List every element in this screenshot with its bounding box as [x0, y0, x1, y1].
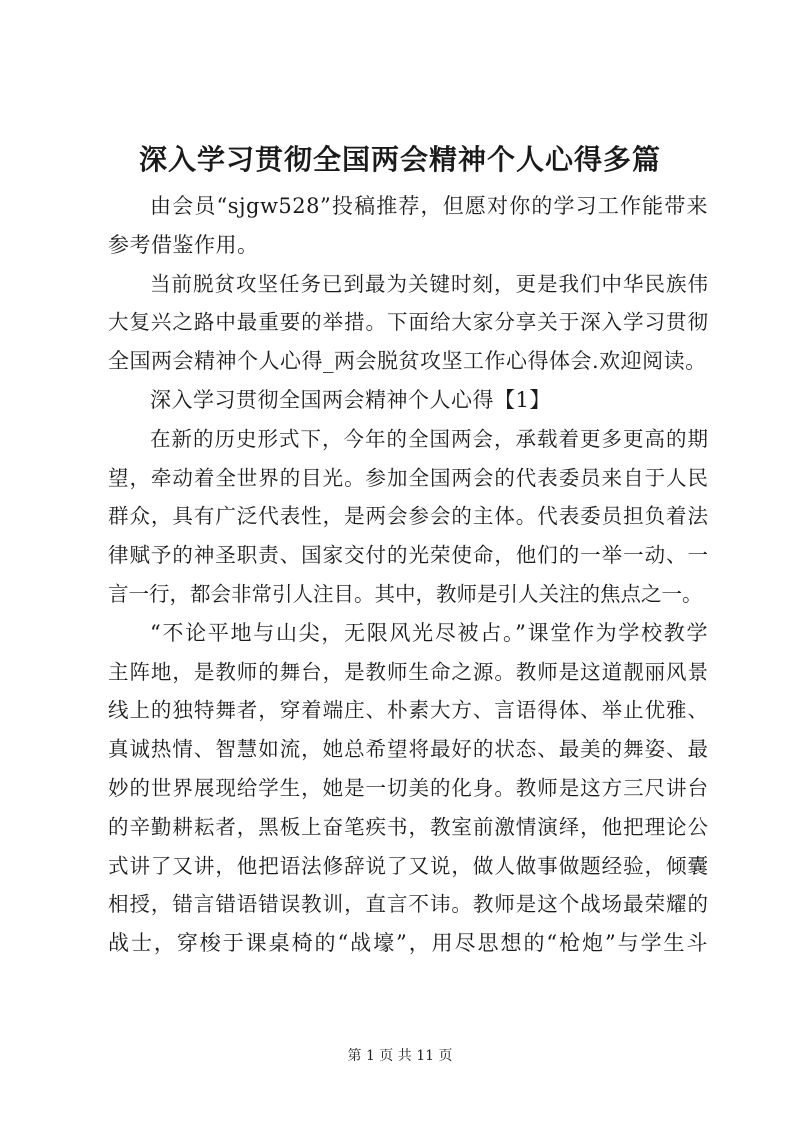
section-heading: 深入学习贯彻全国两会精神个人心得【1】	[150, 387, 551, 412]
text-line: 参考借鉴作用。	[108, 232, 259, 257]
document-body	[108, 187, 708, 963]
text-line: 真诚热情、智慧如流，她总希望将最好的状态、最美的舞姿、最	[108, 737, 708, 762]
text-line: “不论平地与山尖，无限风光尽被占。”课堂作为学校教学	[150, 620, 708, 645]
text-line: 望，牵动着全世界的目光。参加全国两会的代表委员来自于人民	[108, 465, 708, 490]
text-line: 当前脱贫攻坚任务已到最为关键时刻，更是我们中华民族伟	[150, 271, 708, 296]
text-line: 式讲了又讲，他把语法修辞说了又说，做人做事做题经验，倾囊	[108, 853, 708, 878]
text-line: 战士，穿梭于课桌椅的“战壕”，用尽思想的“枪炮”与学生斗	[108, 931, 708, 956]
text-line: 言一行，都会非常引人注目。其中，教师是引人关注的焦点之一。	[108, 581, 703, 606]
text-line: 由会员“sjgw528”投稿推荐，但愿对你的学习工作能带来	[150, 194, 708, 218]
document-title: 深入学习贯彻全国两会精神个人心得多篇	[138, 143, 661, 176]
text-line: 妙的世界展现给学生，她是一切美的化身。教师是这方三尺讲台	[108, 775, 708, 800]
text-line: 线上的独特舞者，穿着端庄、朴素大方、言语得体、举止优雅、	[108, 698, 708, 723]
text-line: 的辛勤耕耘者，黑板上奋笔疾书，教室前激情演绎，他把理论公	[108, 814, 708, 839]
text-line: 全国两会精神个人心得_两会脱贫攻坚工作心得体会.欢迎阅读。	[108, 349, 707, 374]
text-line: 律赋予的神圣职责、国家交付的光荣使命，他们的一举一动、一	[108, 543, 708, 568]
text-line: 大复兴之路中最重要的举措。下面给大家分享关于深入学习贯彻	[108, 310, 708, 335]
text-line: 在新的历史形式下，今年的全国两会，承载着更多更高的期	[150, 426, 708, 451]
text-line: 主阵地，是教师的舞台，是教师生命之源。教师是这道靓丽风景	[108, 659, 708, 684]
text-line: 群众，具有广泛代表性，是两会参会的主体。代表委员担负着法	[108, 504, 708, 529]
page-footer: 第 1 页 共 11 页	[347, 1048, 453, 1064]
text-line: 相授，错言错语错误教训，直言不讳。教师是这个战场最荣耀的	[108, 892, 708, 917]
